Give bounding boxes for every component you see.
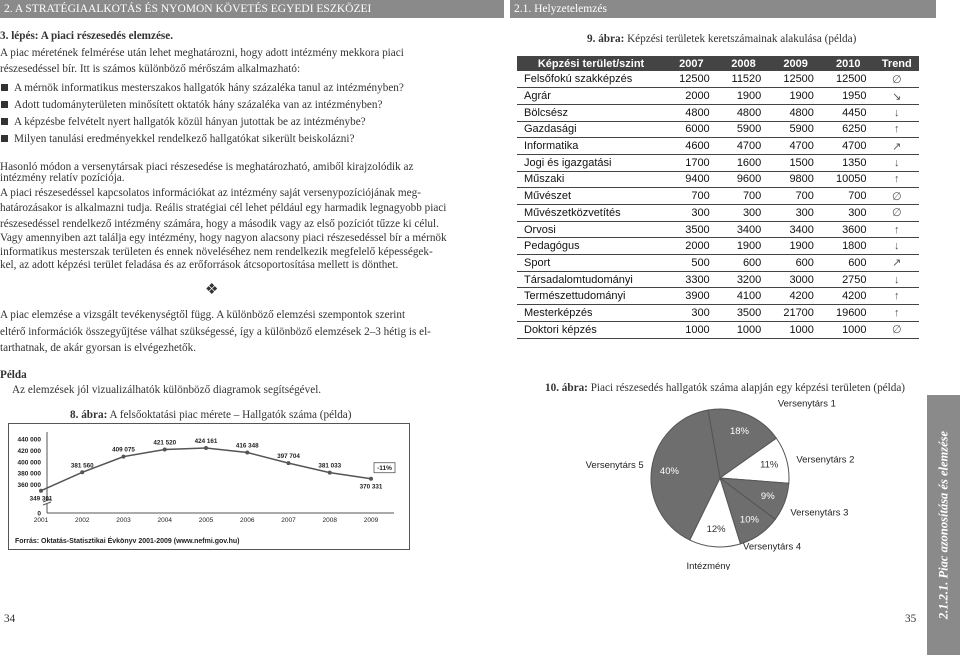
table-row — [517, 104, 919, 121]
x-tick-label: 2004 — [157, 517, 172, 524]
table-cell-value: 1900 — [769, 238, 822, 255]
data-label: 370 331 — [359, 483, 383, 491]
para2-line: Hasonló módon a versenytársak piaci részesedése is meghatározható, amiből kirajzolódik az — [0, 161, 414, 173]
figure8-source: Forrás: Oktatás-Statisztikai Évkönyv 2001-2009 (www.nefmi.gov.hu) — [15, 538, 240, 545]
figure10-caption-number: 10. ábra: — [545, 382, 588, 394]
table-cell-value: 10050 — [822, 171, 875, 188]
page-number-right: 35 — [905, 613, 917, 625]
example-text: Az elemzések jól vizualizálhatók különböző diagramok segítségével. — [12, 384, 322, 396]
para2-line: határozásakor is alkalmazni tudja. Reális stratégiai cél lehet például egy harmadik legnagyobb piaci — [0, 202, 447, 214]
table-cell-name: Pedagógus — [517, 238, 665, 255]
table-cell-value: 700 — [718, 188, 770, 205]
table-cell-value: 4700 — [822, 138, 875, 155]
table-cell-value: 4800 — [718, 104, 770, 121]
table-cell-name: Mesterképzés — [517, 305, 665, 322]
table-row — [517, 288, 919, 305]
para2-line: részesedéssel rendelkező intézmény számára, hogy a második vagy az első pozíciót tűzze ki célul. — [0, 218, 439, 230]
data-point — [204, 446, 208, 450]
table-cell-value: 3300 — [665, 271, 718, 288]
table-cell-value: 3400 — [718, 221, 770, 238]
table-cell-value: 4700 — [769, 138, 822, 155]
trend-icon: ↑ — [875, 121, 919, 138]
intro-line-1: A piac méretének felmérése után lehet meghatározni, hogy adott intézmény mekkora piaci — [0, 47, 404, 59]
data-point — [245, 450, 249, 454]
table-cell-value: 4700 — [718, 138, 770, 155]
table-header-cell: Trend — [875, 56, 919, 71]
table-cell-value: 12500 — [822, 71, 875, 88]
pie-slice-label: Versenytárs 1 — [777, 400, 836, 410]
x-tick-label: 2002 — [75, 517, 90, 524]
figure10-caption — [545, 382, 905, 394]
table-cell-value: 1350 — [822, 154, 875, 171]
y-tick-label: 0 — [37, 510, 41, 518]
x-tick-label: 2009 — [363, 517, 379, 524]
figure8-caption — [70, 409, 351, 421]
table-cell-value: 1000 — [822, 321, 875, 338]
page-number-left: 34 — [4, 613, 16, 625]
table-cell-value: 11520 — [718, 71, 770, 88]
trend-icon: ∅ — [875, 205, 919, 222]
decorative-ornament-icon: ❖ — [205, 280, 219, 298]
table-cell-value: 3900 — [665, 288, 718, 305]
example-heading: Példa — [0, 369, 27, 381]
table-cell-value: 1950 — [822, 88, 875, 105]
figure8-line-chart — [8, 423, 410, 550]
data-label: 421 520 — [153, 439, 177, 447]
data-point — [39, 489, 43, 493]
trend-icon: ↓ — [875, 271, 919, 288]
table-cell-value: 600 — [718, 255, 770, 272]
table-header-row — [517, 56, 919, 71]
table-cell-value: 3600 — [822, 221, 875, 238]
table-cell-value: 4450 — [822, 104, 875, 121]
table-cell-value: 1000 — [665, 321, 718, 338]
table-cell-value: 9800 — [769, 171, 822, 188]
para2-line: intézmény relatív pozíciója. — [0, 172, 125, 184]
trend-icon: ∅ — [875, 321, 919, 338]
table-cell-value: 600 — [769, 255, 822, 272]
figure9-caption-text: Képzési területek keretszámainak alakulása (példa) — [627, 33, 857, 45]
figure10-pie-chart — [560, 400, 890, 570]
table-cell-value: 1800 — [822, 238, 875, 255]
table-cell-value: 2000 — [665, 238, 718, 255]
side-tab — [927, 395, 960, 655]
x-tick-label: 2008 — [322, 517, 337, 524]
figure9-caption-number: 9. ábra: — [587, 33, 625, 45]
table-row — [517, 71, 919, 88]
table-row — [517, 171, 919, 188]
table-cell-value: 12500 — [665, 71, 718, 88]
pie-slice-percent: 11% — [760, 459, 779, 471]
table-row — [517, 88, 919, 105]
table-row — [517, 205, 919, 222]
table-cell-name: Informatika — [517, 138, 665, 155]
bullet-item: Adott tudományterületen minősített oktatók hány százaléka van az intézményben? — [0, 97, 504, 114]
trend-icon: ↑ — [875, 221, 919, 238]
table-cell-name: Jogi és igazgatási — [517, 154, 665, 171]
pie-slice-label: Versenytárs 5 — [585, 459, 644, 471]
table-cell-value: 21700 — [769, 305, 822, 322]
table-cell-value: 4100 — [718, 288, 770, 305]
table-cell-value: 6000 — [665, 121, 718, 138]
figure8-svg — [9, 424, 409, 549]
trend-icon: ↘ — [875, 88, 919, 105]
table-row — [517, 221, 919, 238]
x-tick-label: 2006 — [240, 517, 255, 524]
table-row — [517, 154, 919, 171]
table-cell-value: 1600 — [718, 154, 770, 171]
table-cell-name: Doktori képzés — [517, 321, 665, 338]
table-cell-name: Művészetközvetítés — [517, 205, 665, 222]
table-cell-value: 1500 — [769, 154, 822, 171]
para2-line: A piaci részesedéssel kapcsolatos információkat az intézmény saját versenypozíciójának meg- — [0, 187, 421, 199]
trend-icon: ↑ — [875, 171, 919, 188]
bullet-item: Milyen tanulási eredményekkel rendelkező hallgatókat sikerült beiskolázni? — [0, 131, 504, 148]
data-point — [122, 455, 126, 459]
table-cell-value: 3400 — [769, 221, 822, 238]
x-tick-label: 2003 — [116, 517, 131, 524]
intro-line-2: részesedéssel bír. Itt is számos különböző mérőszám alkalmazható: — [0, 63, 301, 75]
para2-line: kel, az adott képzési terület feladása és az erőforrások átcsoportosítása mellett is dönthet. — [0, 259, 399, 271]
pie-slice-percent: 12% — [706, 523, 726, 535]
running-header-right: 2.1. Helyzetelemzés — [510, 0, 936, 18]
table-cell-value: 700 — [822, 188, 875, 205]
bullet-item: A képzésbe felvételt nyert hallgatók közül hányan jutottak be az intézménybe? — [0, 114, 504, 131]
pie-slice-label: Versenytárs 2 — [796, 454, 855, 466]
table-cell-value: 9400 — [665, 171, 718, 188]
data-label: 416 348 — [235, 442, 259, 450]
table-cell-value: 300 — [718, 205, 770, 222]
para2-line: Vagy amennyiben azt találja egy intézmény, hogy nagyon alacsony piaci részesedéssel bír a mérnök — [0, 232, 447, 244]
table-cell-value: 300 — [822, 205, 875, 222]
para2-line: informatikus mesterszak területen és ennek növeléséhez nem rendelkezik megfelelő képességek- — [0, 246, 433, 258]
table-row — [517, 138, 919, 155]
change-badge-label: -11% — [377, 465, 392, 473]
table-row — [517, 121, 919, 138]
trend-icon: ↓ — [875, 238, 919, 255]
table-cell-value: 5900 — [769, 121, 822, 138]
para3-line: A piac elemzése a vizsgált tevékenységtől függ. A különböző elemzési szempontok szerint — [0, 309, 406, 321]
table-cell-value: 3500 — [665, 221, 718, 238]
pie-slice-label: Versenytárs 4 — [743, 541, 802, 553]
table-cell-value: 500 — [665, 255, 718, 272]
figure8-caption-number: 8. ábra: — [70, 409, 108, 421]
x-tick-label: 2001 — [33, 517, 49, 524]
table-cell-name: Természettudományi — [517, 288, 665, 305]
trend-icon: ↗ — [875, 255, 919, 272]
y-tick-label: 400 000 — [17, 459, 41, 467]
figure8-caption-text: A felsőoktatási piac mérete – Hallgatók száma (példa) — [109, 409, 352, 421]
table-header-cell: 2010 — [822, 56, 875, 71]
trend-icon: ↓ — [875, 104, 919, 121]
y-tick-label: 380 000 — [17, 470, 41, 478]
trend-icon: ∅ — [875, 188, 919, 205]
table-cell-value: 4600 — [665, 138, 718, 155]
table-row — [517, 271, 919, 288]
data-label: 381 560 — [70, 462, 94, 470]
table-cell-name: Orvosi — [517, 221, 665, 238]
pie-slice-label: Versenytárs 3 — [790, 507, 849, 519]
trend-icon: ∅ — [875, 71, 919, 88]
table-cell-value: 4200 — [822, 288, 875, 305]
x-tick-label: 2005 — [198, 517, 214, 524]
table-cell-value: 2750 — [822, 271, 875, 288]
side-tab-label: 2.1.2.1. Piac azonosítása és elemzése — [936, 430, 950, 620]
table-cell-value: 3200 — [718, 271, 770, 288]
data-label: 397 704 — [277, 453, 300, 461]
table-cell-value: 300 — [665, 305, 718, 322]
pie-slice-percent: 10% — [739, 514, 759, 526]
data-label: 381 033 — [318, 462, 342, 470]
table-cell-value: 5900 — [718, 121, 770, 138]
y-tick-label: 420 000 — [17, 447, 41, 455]
table-row — [517, 255, 919, 272]
table-cell-name: Bölcsész — [517, 104, 665, 121]
trend-icon: ↑ — [875, 305, 919, 322]
pie-slice-percent: 40% — [659, 465, 679, 477]
data-point — [369, 477, 373, 481]
table-cell-value: 4800 — [665, 104, 718, 121]
table-cell-name: Agrár — [517, 88, 665, 105]
table-row — [517, 238, 919, 255]
table-cell-name: Gazdasági — [517, 121, 665, 138]
table-cell-value: 4200 — [769, 288, 822, 305]
section-heading: 3. lépés: A piaci részesedés elemzése. — [0, 30, 174, 42]
figure10-caption-text: Piaci részesedés hallgatók száma alapján egy képzési területen (példa) — [590, 382, 906, 394]
table-cell-name: Műszaki — [517, 171, 665, 188]
data-point — [328, 471, 332, 475]
table-row — [517, 305, 919, 322]
para3-line: tarthatnak, de akár gyorsan is elvégezhetők. — [0, 342, 197, 354]
table-cell-value: 3000 — [769, 271, 822, 288]
table-cell-value: 1900 — [718, 88, 770, 105]
pie-slice-percent: 18% — [729, 425, 749, 437]
table-cell-value: 700 — [665, 188, 718, 205]
trend-icon: ↑ — [875, 288, 919, 305]
figure9-caption — [587, 33, 856, 45]
table-cell-name: Művészet — [517, 188, 665, 205]
table-header-cell: 2009 — [769, 56, 822, 71]
figure9-table — [517, 56, 919, 339]
table-header-cell: 2008 — [718, 56, 770, 71]
table-cell-value: 12500 — [769, 71, 822, 88]
running-header-left: 2. A STRATÉGIAALKOTÁS ÉS NYOMON KÖVETÉS EGYEDI ESZKÖZEI — [0, 0, 504, 18]
data-label: 349 301 — [29, 495, 53, 503]
para3-line: eltérő információk összegyűjtése válhat szükségessé, így a különböző elemzések 2–3 hétig is el- — [0, 326, 431, 338]
table-cell-value: 1700 — [665, 154, 718, 171]
table-header-cell: Képzési terület/szint — [517, 56, 665, 71]
table-cell-name: Társadalomtudományi — [517, 271, 665, 288]
data-label: 409 075 — [112, 446, 135, 454]
trend-icon: ↓ — [875, 154, 919, 171]
table-cell-value: 1900 — [769, 88, 822, 105]
table-cell-value: 1000 — [718, 321, 770, 338]
data-point — [163, 448, 167, 452]
bullet-item: A mérnök informatikus mesterszakos hallgatók hány százaléka tanul az intézményben? — [0, 80, 504, 97]
table-cell-value: 700 — [769, 188, 822, 205]
table-cell-name: Sport — [517, 255, 665, 272]
table-cell-value: 600 — [822, 255, 875, 272]
table-cell-value: 300 — [665, 205, 718, 222]
table-cell-value: 4800 — [769, 104, 822, 121]
y-tick-label: 360 000 — [17, 482, 41, 490]
table-cell-value: 1000 — [769, 321, 822, 338]
pie-slice-label: Intézmény — [686, 560, 731, 570]
table-cell-value: 19600 — [822, 305, 875, 322]
trend-icon: ↗ — [875, 138, 919, 155]
data-point — [287, 461, 291, 465]
y-tick-label: 440 000 — [17, 436, 41, 444]
table-cell-name: Felsőfokú szakképzés — [517, 71, 665, 88]
data-point — [80, 470, 84, 474]
data-label: 424 161 — [194, 438, 218, 446]
table-cell-value: 1900 — [718, 238, 770, 255]
table-cell-value: 9600 — [718, 171, 770, 188]
table-cell-value: 300 — [769, 205, 822, 222]
x-tick-label: 2007 — [281, 517, 296, 524]
table-cell-value: 6250 — [822, 121, 875, 138]
table-row — [517, 188, 919, 205]
table-cell-value: 2000 — [665, 88, 718, 105]
table-header-cell: 2007 — [665, 56, 718, 71]
table-row — [517, 321, 919, 338]
table-cell-value: 3500 — [718, 305, 770, 322]
pie-slice-percent: 9% — [760, 490, 775, 502]
